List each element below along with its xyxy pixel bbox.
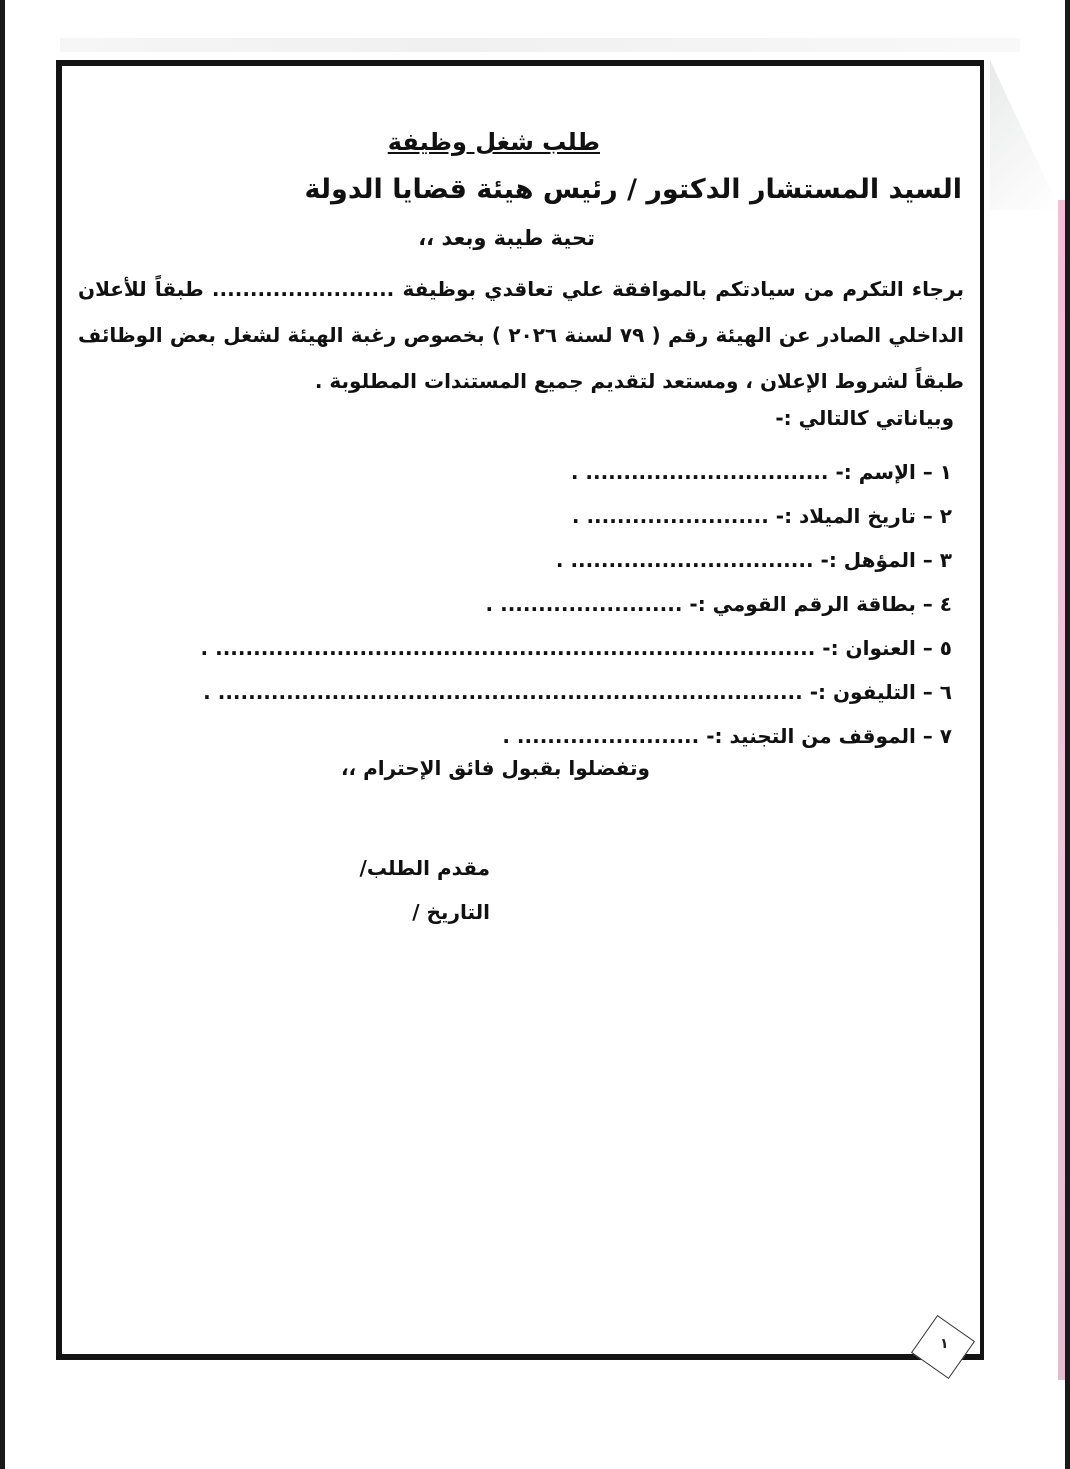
date-label: التاريخ / bbox=[412, 900, 490, 924]
document-title: طلب شغل وظيفة bbox=[387, 128, 600, 156]
field-label: بطاقة الرقم القومي :- bbox=[689, 592, 916, 616]
field-number: ٤ bbox=[939, 592, 952, 616]
field-qualification[interactable]: ٣ – المؤهل :- ................................ . bbox=[555, 548, 952, 572]
field-national-id[interactable]: ٤ – بطاقة الرقم القومي :- ........................ . bbox=[485, 592, 952, 616]
field-number: ٧ bbox=[939, 724, 952, 748]
field-label: المؤهل :- bbox=[820, 548, 916, 572]
left-dark-border bbox=[0, 0, 5, 1469]
applicant-label: مقدم الطلب/ bbox=[359, 856, 490, 880]
field-name[interactable]: ١ – الإسم :- ................................ . bbox=[570, 460, 952, 484]
paragraph-line: برجاء التكرم من سيادتكم بالموافقة علي تعاقدي بوظيفة ........................ طبقاً للأعلان bbox=[78, 277, 964, 301]
field-blank[interactable]: ........................ . bbox=[502, 724, 700, 748]
field-blank[interactable]: ................................ . bbox=[570, 460, 829, 484]
field-number: ٢ bbox=[939, 504, 952, 528]
field-number: ٦ bbox=[939, 680, 952, 704]
field-address[interactable]: ٥ – العنوان :- ............................................................................... . bbox=[200, 636, 952, 660]
right-dark-border bbox=[1065, 0, 1070, 1469]
field-birth-date[interactable]: ٢ – تاريخ الميلاد :- ........................ . bbox=[571, 504, 952, 528]
data-intro: وبياناتي كالتالي :- bbox=[775, 406, 954, 430]
applicant-fields bbox=[62, 450, 952, 758]
addressee-line: السيد المستشار الدكتور / رئيس هيئة قضايا الدولة bbox=[304, 174, 962, 205]
field-number: ١ bbox=[939, 460, 952, 484]
field-blank[interactable]: ........................ . bbox=[485, 592, 683, 616]
paragraph-line: الداخلي الصادر عن الهيئة رقم ( ٧٩ لسنة ٢٠٢٦ ) بخصوص رغبة الهيئة لشغل بعض الوظائف bbox=[78, 323, 964, 347]
job-application-letter bbox=[62, 66, 980, 1354]
field-label: العنوان :- bbox=[822, 636, 916, 660]
field-blank[interactable]: ................................ . bbox=[555, 548, 814, 572]
closing-line: وتفضلوا بقبول فائق الإحترام ،، bbox=[340, 756, 650, 780]
greeting-line: تحية طيبة وبعد ،، bbox=[418, 226, 595, 250]
field-label: تاريخ الميلاد :- bbox=[775, 504, 916, 528]
field-phone[interactable]: ٦ – التليفون :- ............................................................................. . bbox=[203, 680, 952, 704]
field-label: التليفون :- bbox=[809, 680, 916, 704]
page-fold-corner bbox=[990, 60, 1060, 210]
signature-block bbox=[360, 846, 490, 934]
field-label: الإسم :- bbox=[835, 460, 916, 484]
paragraph-line: طبقاً لشروط الإعلان ، ومستعد لتقديم جميع المستندات المطلوبة . bbox=[314, 369, 964, 393]
field-blank[interactable]: ............................................................................... . bbox=[200, 636, 816, 660]
request-paragraph bbox=[78, 266, 964, 404]
pink-page-edge bbox=[1058, 200, 1065, 1380]
field-military-status[interactable]: ٧ – الموقف من التجنيد :- ........................ . bbox=[502, 724, 952, 748]
scan-artifact bbox=[60, 38, 1020, 52]
field-number: ٣ bbox=[939, 548, 952, 572]
field-number: ٥ bbox=[939, 636, 952, 660]
field-label: الموقف من التجنيد :- bbox=[706, 724, 916, 748]
document-frame bbox=[56, 60, 984, 1360]
field-blank[interactable]: ........................ . bbox=[571, 504, 769, 528]
page-number: ١ bbox=[940, 1336, 949, 1352]
field-blank[interactable]: ............................................................................. . bbox=[203, 680, 803, 704]
